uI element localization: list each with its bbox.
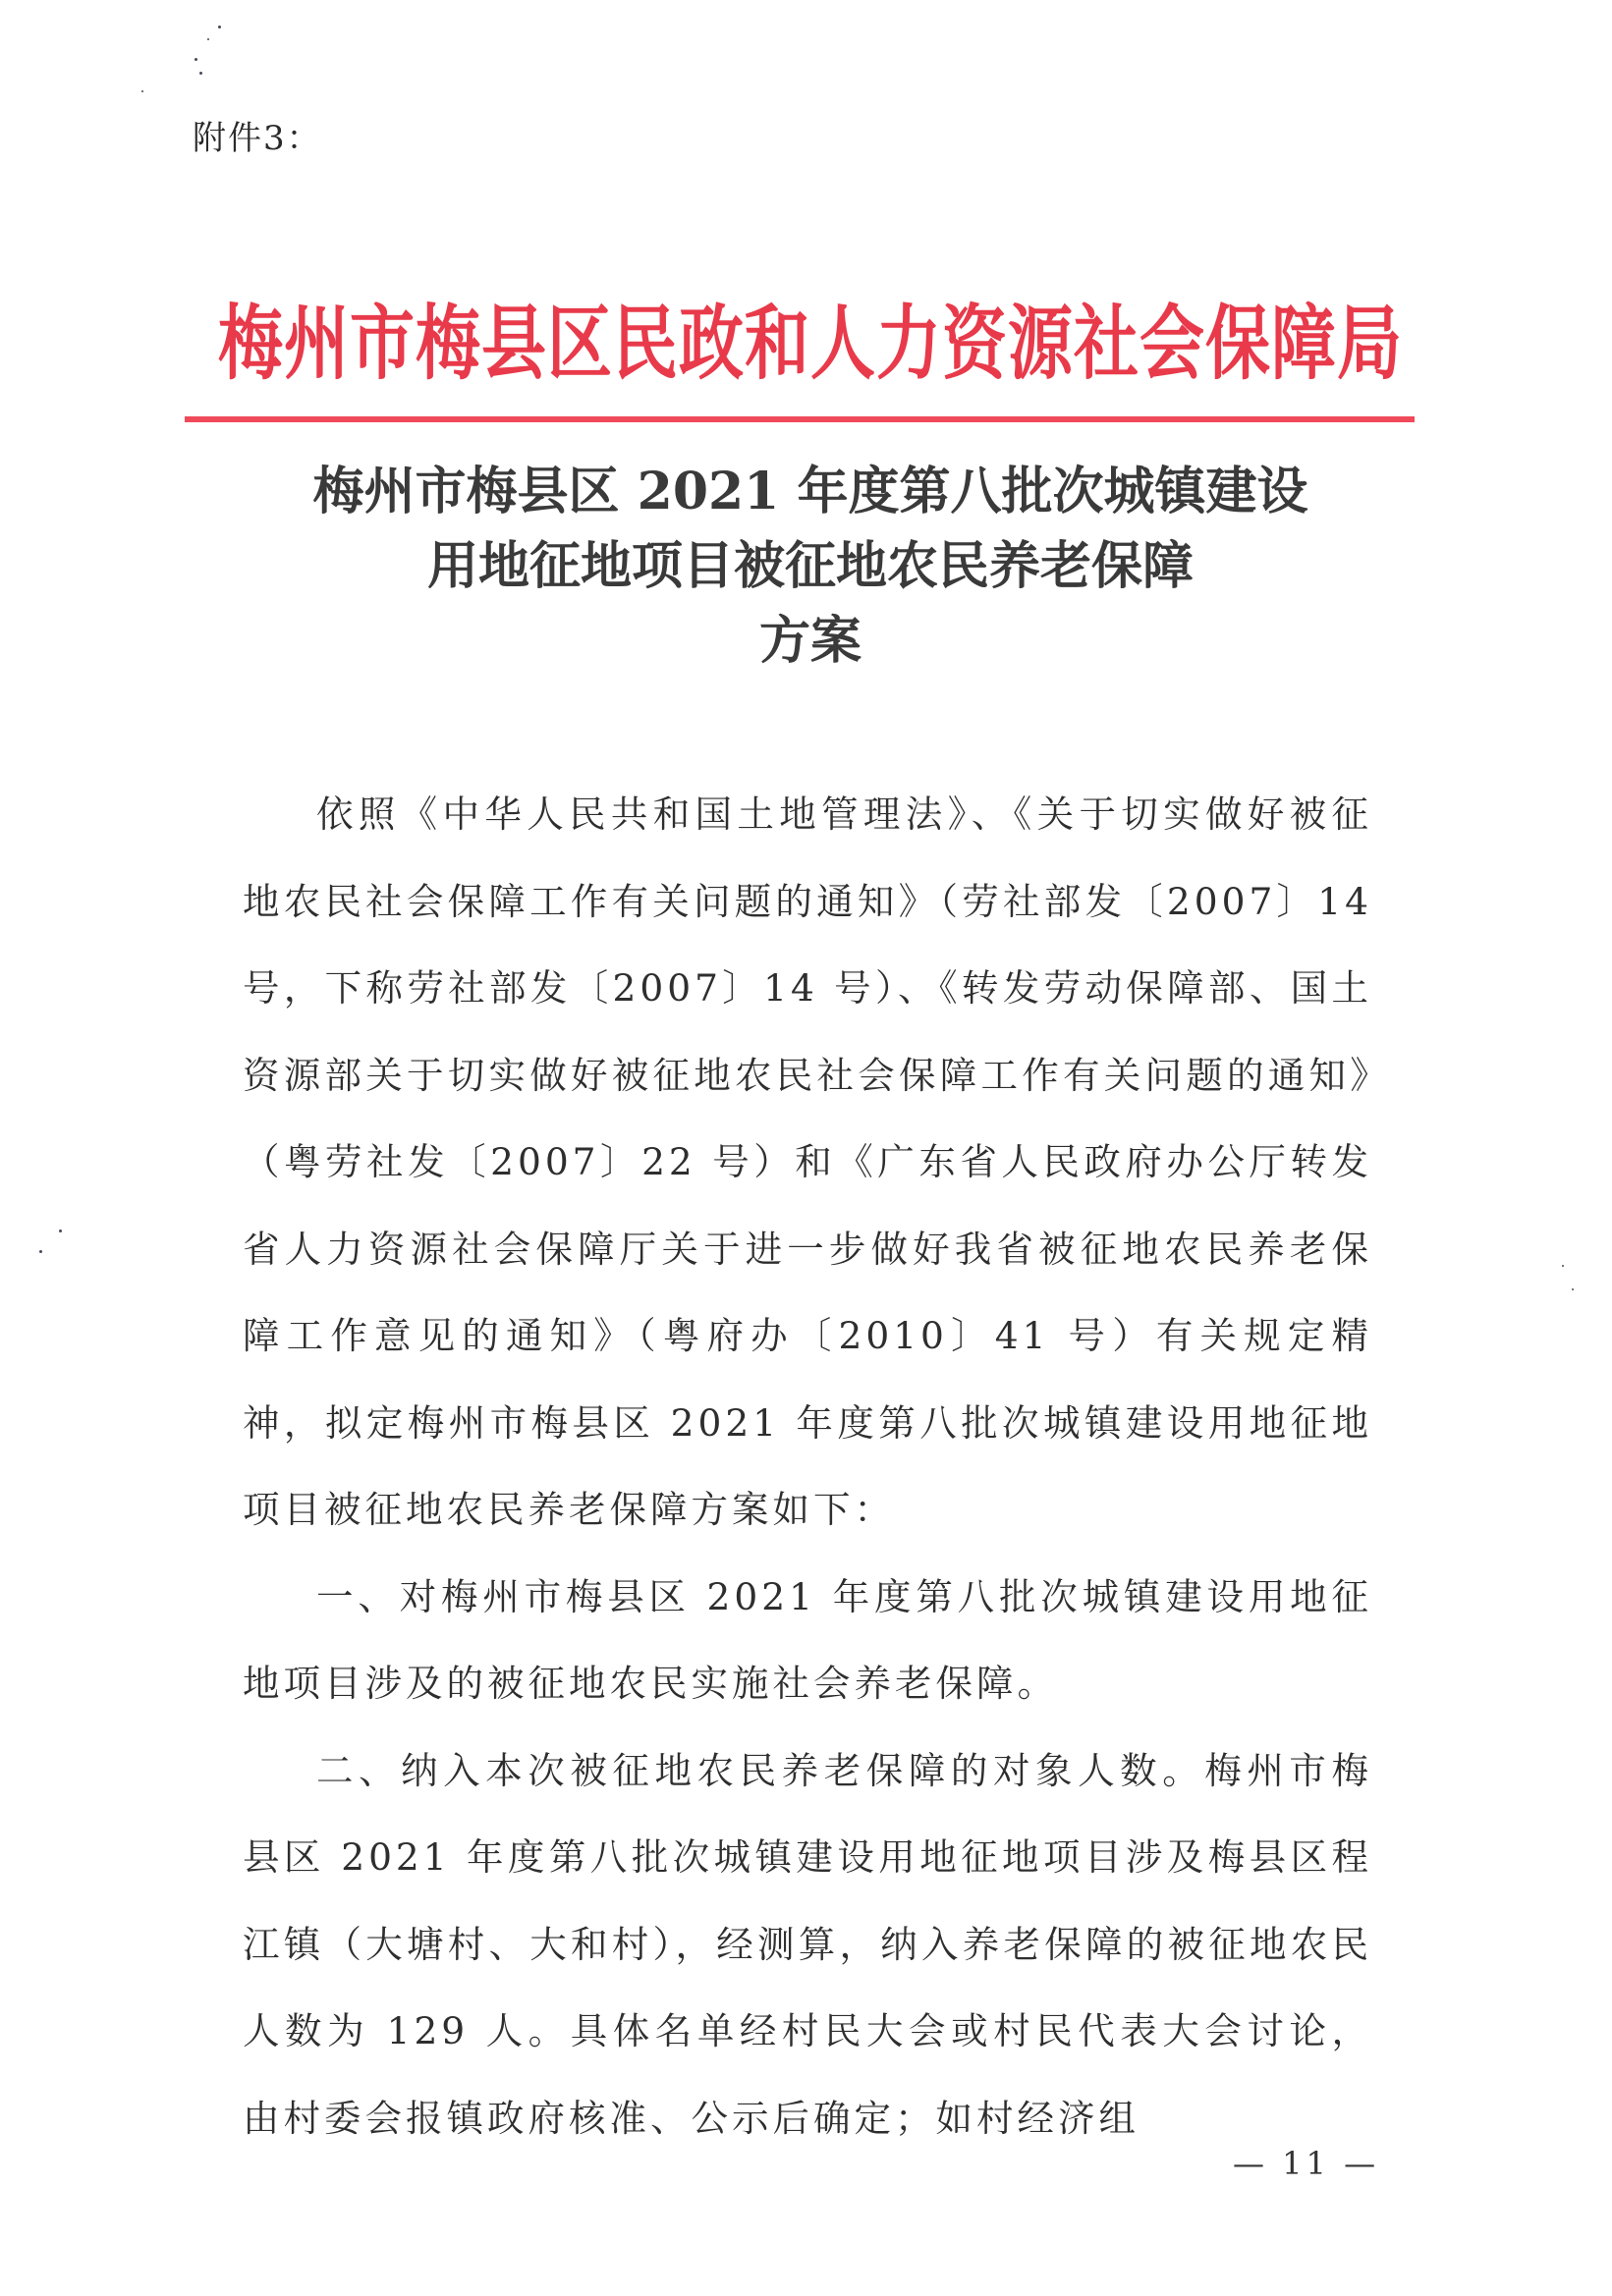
scan-speck [207,38,209,40]
title-line-1: 梅州市梅县区 2021 年度第八批次城镇建设 [312,462,1308,521]
scan-speck [195,58,197,61]
issuer-header: 梅州市梅县区民政和人力资源社会保障局 [218,296,1403,391]
scan-speck [218,26,221,28]
paragraph-item-2: 二、纳入本次被征地农民养老保障的对象人数。梅州市梅县区 2021 年度第八批次城镇建设用地征地项目涉及梅县区程江镇（大塘村、大和村），经测算，纳入养老保障的被征地农民人数为 129 人。具体名单经村民大会或村民代表大会讨论，由村委会报镇政府核准、公示后确定；如村经济组 [243,1748,1372,2140]
paragraph-item-1: 一、对梅州市梅县区 2021 年度第八批次城镇建设用地征地项目涉及的被征地农民实施社会养老保障。 [243,1574,1372,1705]
document-title [196,455,1424,679]
red-divider-rule [185,416,1415,422]
scan-speck [1572,1288,1574,1290]
scan-speck [199,72,202,75]
scan-speck [59,1230,62,1232]
scan-speck [1562,1265,1564,1267]
page-number: — 11 — [1233,2145,1380,2182]
title-line-3: 方案 [758,611,862,671]
paragraph-preamble: 依照《中华人民共和国土地管理法》、《关于切实做好被征地农民社会保障工作有关问题的通知》（劳社部发〔2007〕14 号，下称劳社部发〔2007〕14 号）、《转发劳动保障部、国土资源部关于切实做好被征地农民社会保障工作有关问题的通知》（粤劳社发〔2007〕22 号）和《广东省人民政府办公厅转发省人力资源社会保障厅关于进一步做好我省被征地农民养老保障工作意见的通知》（粤府办〔2010〕41 号）有关规定精神，拟定梅州市梅县区 2021 年度第八批次城镇建设用地征地项目被征地农民养老保障方案如下： [243,793,1372,1531]
attachment-label: 附件3： [193,119,322,158]
scan-speck [141,90,143,92]
scan-speck [39,1250,42,1253]
document-body [243,771,1372,2161]
title-line-2: 用地征地项目被征地农民养老保障 [426,536,1194,596]
